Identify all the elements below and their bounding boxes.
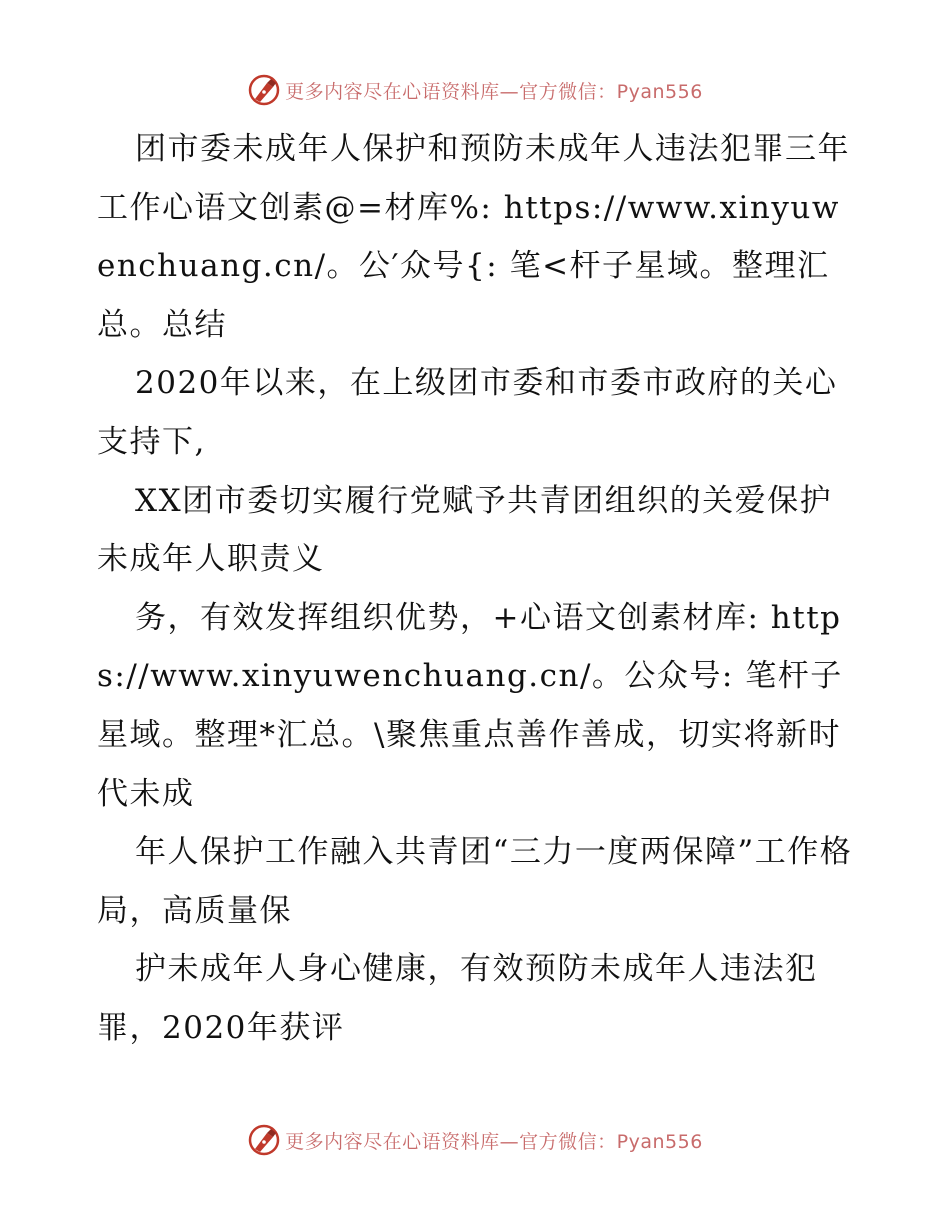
footer-banner [0, 1120, 950, 1160]
footer-banner-inner [247, 1123, 703, 1157]
pen-nib-logo-icon [247, 1123, 281, 1157]
banner-text: 更多内容尽在心语资料库—官方微信：Pyan556 [285, 1130, 703, 1153]
paragraph-6: 护未成年人身心健康，有效预防未成年人违法犯罪，2020年获评 [97, 951, 818, 1046]
paragraph-4: 务，有效发挥组织优势，+心语文创素材库: https://www.xinyuwenchuang.cn/。公众号: 笔杆子星域。整理*汇总。\聚焦重点善作善成，切实将新时代未成 [97, 599, 843, 812]
document-body [97, 120, 857, 1058]
paragraph-2: 2020年以来，在上级团市委和市委市政府的关心支持下, [97, 365, 838, 460]
header-banner-inner [247, 73, 703, 107]
pen-nib-logo-icon [247, 73, 281, 107]
paragraph-1: 团市委未成年人保护和预防未成年人违法犯罪三年工作心语文创素@=材库%: https://www.xinyuwenchuang.cn/。公′众号{: 笔<杆子星域。整理汇总。总结 [97, 131, 850, 343]
paragraph-5: 年人保护工作融入共青团“三力一度两保障”工作格局，高质量保 [97, 834, 853, 929]
paragraph-3: XX团市委切实履行党赋予共青团组织的关爱保护未成年人职责义 [97, 482, 833, 578]
banner-text: 更多内容尽在心语资料库—官方微信：Pyan556 [285, 80, 703, 103]
header-banner [0, 70, 950, 110]
